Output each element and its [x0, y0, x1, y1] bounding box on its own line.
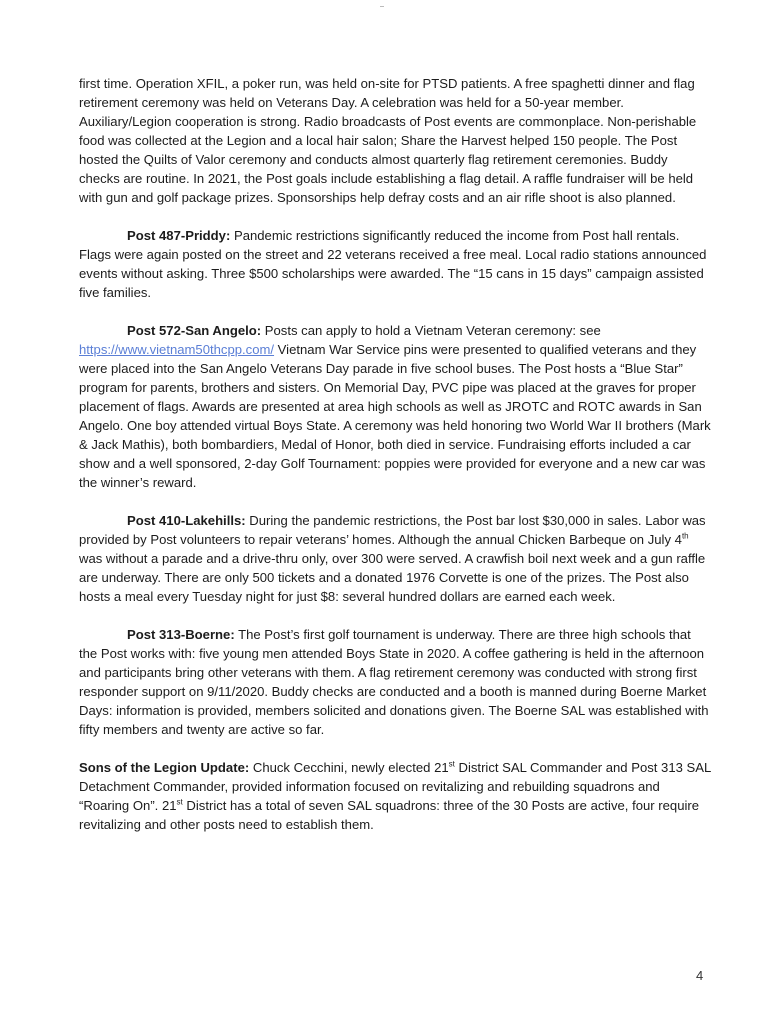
ordinal-suffix: th — [681, 531, 689, 541]
paragraph-text: Vietnam War Service pins were presented to qualified veterans and they were placed into the San Angelo Veterans Day parade in five school buses. The Post hosts a “Blue Star” program for parents, brothers and sisters. On Memorial Day, PVC pipe was placed at the graves for proper placement of flags. Awards are presented at area high schools as well as JROTC and ROTC awards in San Angelo. One boy attended virtual Boys State. A ceremony was held honoring two World War II brothers (Mark & Jack Mathis), both bombardiers, Medal of Honor, both died in service. Fundraising efforts included a car show and a well sponsored, 2-day Golf Tournament: poppies were provided for everyone and a new car was the winner’s reward. — [79, 342, 711, 490]
sal-update-heading: Sons of the Legion Update: — [79, 760, 250, 775]
paragraph-text: District has a total of seven SAL squadrons: three of the 30 Posts are active, four require revitalizing and other posts need to establish them. — [79, 798, 700, 832]
paragraph-text: Posts can apply to hold a Vietnam Veteran ceremony: see — [261, 323, 601, 338]
paragraph-post-313 — [79, 625, 711, 739]
paragraph-post-572 — [79, 321, 711, 492]
paragraph-text: District SAL Commander and Post 313 SAL Detachment Commander, provided information focused on revitalizing and rebuilding squadrons and “Roaring On”. 21 — [79, 760, 711, 813]
paragraph-text: Pandemic restrictions significantly reduced the income from Post hall rentals. Flags were again posted on the street and 22 veterans received a free meal. Local radio stations announced events without asking. Three $500 scholarships were awarded. The “15 cans in 15 days” campaign assisted five families. — [79, 228, 707, 300]
scan-mark — [380, 6, 384, 7]
paragraph-sal-update — [79, 758, 711, 834]
ordinal-suffix: st — [448, 759, 455, 769]
paragraph-post-410 — [79, 511, 711, 606]
page-number: 4 — [696, 968, 704, 983]
document-body — [79, 74, 711, 853]
paragraph-text: During the pandemic restrictions, the Post bar lost $30,000 in sales. Labor was provided by Post volunteers to repair veterans’ homes. Although the annual Chicken Barbeque on July 4 — [79, 513, 706, 547]
paragraph-continuation — [79, 74, 711, 207]
paragraph-text: was without a parade and a drive-thru only, over 300 were served. A crawfish boil next week and a gun raffle are underway. There are only 500 tickets and a donated 1976 Corvette is one of the prizes. The Post also hosts a meal every Tuesday night for just $8: several hundred dollars are earned each week. — [79, 551, 706, 604]
paragraph-text: The Post’s first golf tournament is underway. There are three high schools that the Post works with: five young men attended Boys State in 2020. A coffee gathering is held in the afternoon and participants bring other veterans with them. A flag retirement ceremony was conducted with strong first responder support on 9/11/2020. Buddy checks are conducted and a booth is manned during Boerne Market Days: information is provided, members solicited and donations given. The Boerne SAL was established with fifty members and twenty are active so far. — [79, 627, 709, 737]
vietnam-50th-link[interactable]: https://www.vietnam50thcpp.com/ — [79, 342, 275, 357]
post-572-heading: Post 572-San Angelo: — [127, 323, 262, 338]
post-410-heading: Post 410-Lakehills: — [127, 513, 246, 528]
post-487-heading: Post 487-Priddy: — [127, 228, 231, 243]
ordinal-suffix: st — [176, 797, 183, 807]
paragraph-text: first time. Operation XFIL, a poker run, was held on-site for PTSD patients. A free spaghetti dinner and flag retirement ceremony was held on Veterans Day. A celebration was held for a 50-year member. Auxiliary/Legion cooperation is strong. Radio broadcasts of Post events are commonplace. Non-perishable food was collected at the Legion and a local hair salon; Share the Harvest helped 150 people. The Post hosted the Quilts of Valor ceremony and conducts almost quarterly flag retirement ceremonies. Buddy checks are routine. In 2021, the Post goals include establishing a flag detail. A raffle fundraiser will be held with gun and golf package prizes. Sponsorships help defray costs and an air rifle shoot is also planned. — [79, 76, 697, 205]
paragraph-post-487 — [79, 226, 711, 302]
post-313-heading: Post 313-Boerne: — [127, 627, 235, 642]
paragraph-text: Chuck Cecchini, newly elected 21 — [249, 760, 449, 775]
